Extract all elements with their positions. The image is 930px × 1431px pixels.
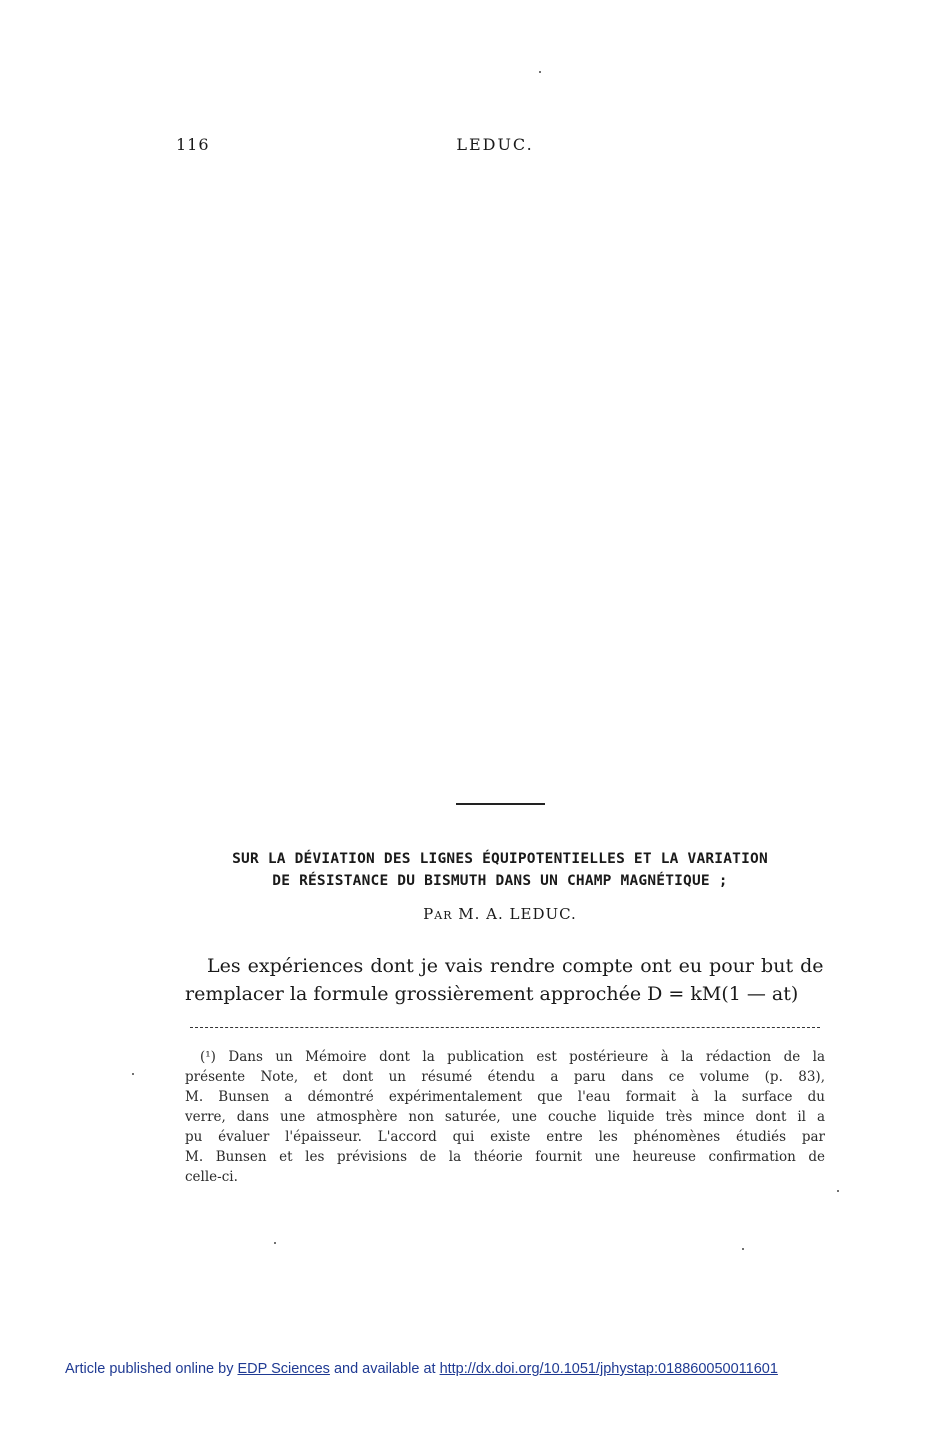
footnote-line-1 <box>185 1047 825 1067</box>
title-separator-rule <box>456 803 545 805</box>
running-head: LEDUC. <box>456 135 534 154</box>
footnote-marker: (¹) <box>200 1049 216 1065</box>
publisher-footer <box>65 1361 778 1377</box>
footnote-line-3: M. Bunsen a démontré expérimentalement que l'eau formait à la surface du <box>185 1089 825 1105</box>
footnote <box>185 1047 825 1187</box>
print-speck <box>742 1248 744 1250</box>
byline-author: M. A. LEDUC. <box>458 905 577 923</box>
byline-prefix-rest: AR <box>434 909 453 922</box>
footer-middle: and available at <box>333 1361 436 1377</box>
footnote-line-1-text: Dans un Mémoire dont la publication est postérieure à la rédaction de la <box>228 1049 825 1065</box>
print-speck <box>274 1242 276 1244</box>
footnote-line-4: verre, dans une atmosphère non saturée, une couche liquide très mince dont il a <box>185 1109 825 1125</box>
article-title <box>160 848 840 892</box>
edp-sciences-link[interactable]: EDP Sciences <box>237 1361 330 1377</box>
byline-prefix-initial: P <box>423 905 435 923</box>
print-speck <box>539 71 541 73</box>
footnote-line-2: présente Note, et dont un résumé étendu a paru dans ce volume (p. 83), <box>185 1069 825 1085</box>
doi-link[interactable]: http://dx.doi.org/10.1051/jphystap:018860050011601 <box>439 1361 778 1377</box>
print-speck <box>837 1190 839 1192</box>
byline <box>0 905 930 923</box>
body-paragraph <box>185 952 822 1008</box>
footnote-separator <box>190 1027 820 1028</box>
footnote-line-5: pu évaluer l'épaisseur. L'accord qui existe entre les phénomènes étudiés par <box>185 1129 825 1145</box>
footnote-line-6: M. Bunsen et les prévisions de la théorie fournit une heureuse confirmation de <box>185 1149 825 1165</box>
footnote-line-7: celle-ci. <box>185 1169 238 1185</box>
page-number: 116 <box>176 135 210 154</box>
print-speck <box>132 1073 134 1075</box>
body-line-2: remplacer la formule grossièrement approchée D = kM(1 — at) <box>185 983 799 1005</box>
article-title-line-1: SUR LA DÉVIATION DES LIGNES ÉQUIPOTENTIELLES ET LA VARIATION <box>232 851 768 867</box>
article-title-line-2: DE RÉSISTANCE DU BISMUTH DANS UN CHAMP MAGNÉTIQUE ; <box>272 873 728 889</box>
body-line-1: Les expériences dont je vais rendre compte ont eu pour but de <box>207 955 824 977</box>
footer-prefix: Article published online by <box>65 1361 234 1377</box>
